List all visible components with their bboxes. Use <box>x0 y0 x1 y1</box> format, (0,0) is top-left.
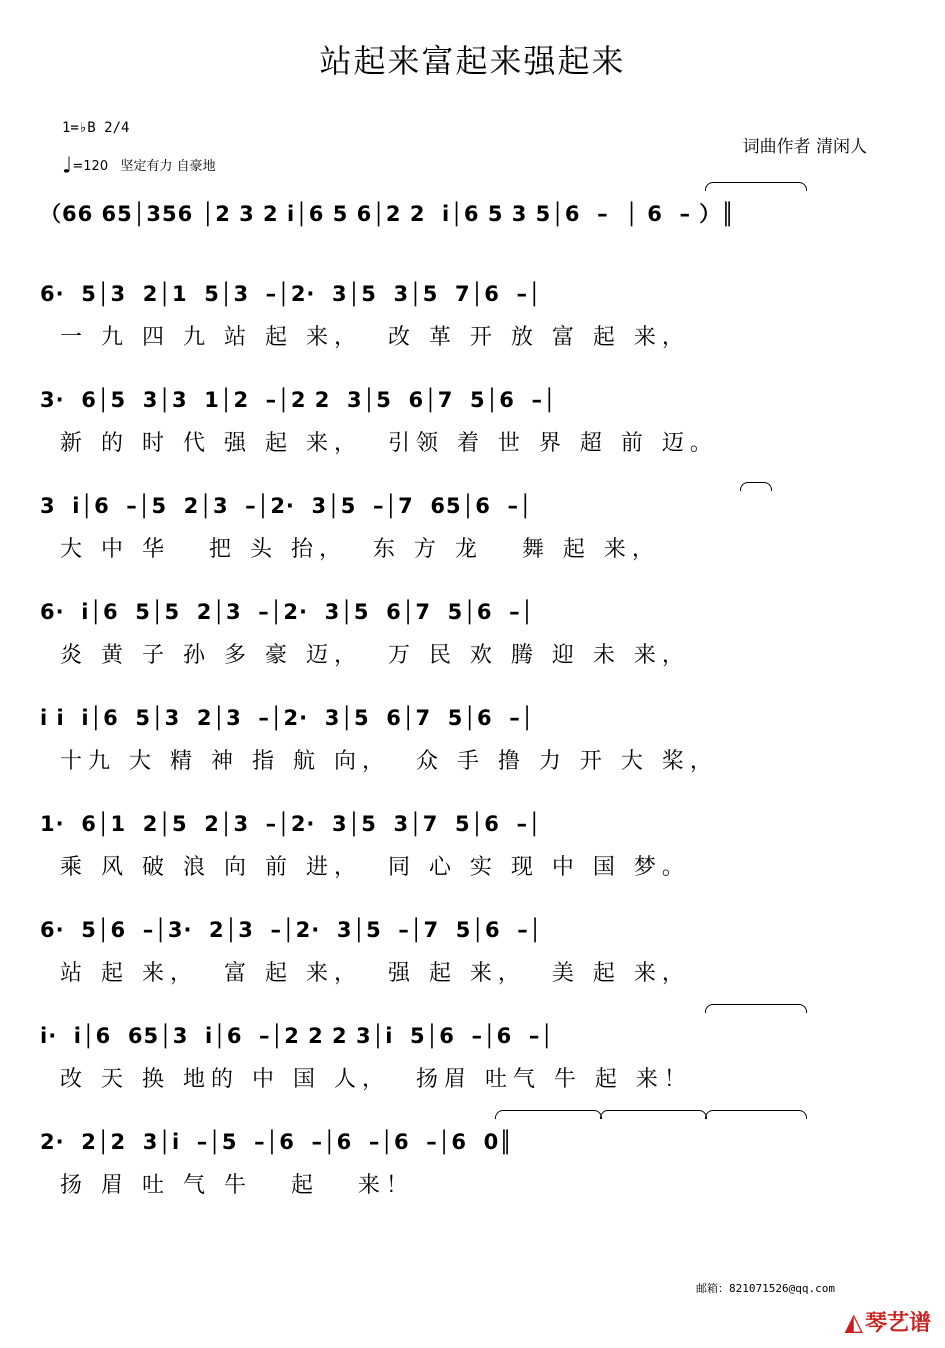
lyric-line: 十九 大 精 神 指 航 向， 众 手 撸 力 开 大 桨， <box>60 749 718 774</box>
expression-text: 坚定有力 自豪地 <box>120 159 216 174</box>
lyric-line: 新 的 时 代 强 起 来， 引领 着 世 界 超 前 迈。 <box>60 431 718 456</box>
tie-mark <box>705 1110 807 1119</box>
notation-line: 3 i│6 –│5 2│3 –│2· 3│5 –│7 65│6 –│ <box>40 494 533 518</box>
tie-mark <box>600 1110 707 1119</box>
notation-line: 3· 6│5 3│3 1│2 –│2 2 3│5 6│7 5│6 –│ <box>40 388 557 412</box>
key-signature: 1=♭B 2/4 <box>62 120 130 136</box>
slur-mark <box>740 482 772 491</box>
contact-email: 邮箱：821071526@qq.com <box>696 1282 835 1295</box>
quarter-note-icon: ♩ <box>62 153 73 179</box>
notation-line: 6· 5│6 –│3· 2│3 –│2· 3│5 –│7 5│6 –│ <box>40 918 543 942</box>
lyric-line: 炎 黄 子 孙 多 豪 迈， 万 民 欢 腾 迎 未 来， <box>60 643 690 668</box>
page-title: 站起来富起来强起来 <box>319 42 626 80</box>
notation-line: 6· i│6 5│5 2│3 –│2· 3│5 6│7 5│6 –│ <box>40 600 535 624</box>
tempo-marking <box>62 155 216 178</box>
lyric-line: 扬 眉 吐 气 牛 起 来！ <box>60 1173 414 1198</box>
lyric-line: 乘 风 破 浪 向 前 进， 同 心 实 现 中 国 梦。 <box>60 855 690 880</box>
author-credit: 词曲作者 清闲人 <box>742 137 867 157</box>
lyric-line: 站 起 来， 富 起 来， 强 起 来， 美 起 来， <box>60 961 690 986</box>
tie-mark <box>705 182 807 191</box>
site-logo: ◭琴艺谱 <box>844 1308 931 1336</box>
lyric-line: 大 中 华 把 头 抬， 东 方 龙 舞 起 来， <box>60 537 660 562</box>
tempo-value: =120 <box>72 159 109 174</box>
lyric-line: 改 天 换 地的 中 国 人， 扬眉 吐气 牛 起 来！ <box>60 1067 692 1092</box>
notation-line: 2· 2│2 3│i –│5 –│6 –│6 –│6 –│6 0║ <box>40 1130 513 1154</box>
notation-line: i i i│6 5│3 2│3 –│2· 3│5 6│7 5│6 –│ <box>40 706 535 730</box>
lyric-line: 一 九 四 九 站 起 来， 改 革 开 放 富 起 来， <box>60 325 690 350</box>
tie-mark <box>705 1004 807 1013</box>
tie-mark <box>495 1110 602 1119</box>
logo-icon: ◭ <box>844 1308 863 1336</box>
notation-line: （66 65│356 │2 3 2 i│6 5 6│2 2 i│6 5 3 5│6 – │ 6 – ）║ <box>40 202 735 226</box>
notation-line: 1· 6│1 2│5 2│3 –│2· 3│5 3│7 5│6 –│ <box>40 812 542 836</box>
notation-line: i· i│6 65│3 i│6 –│2 2 2 3│i 5│6 –│6 –│ <box>40 1024 555 1048</box>
notation-line: 6· 5│3 2│1 5│3 –│2· 3│5 3│5 7│6 –│ <box>40 282 542 306</box>
